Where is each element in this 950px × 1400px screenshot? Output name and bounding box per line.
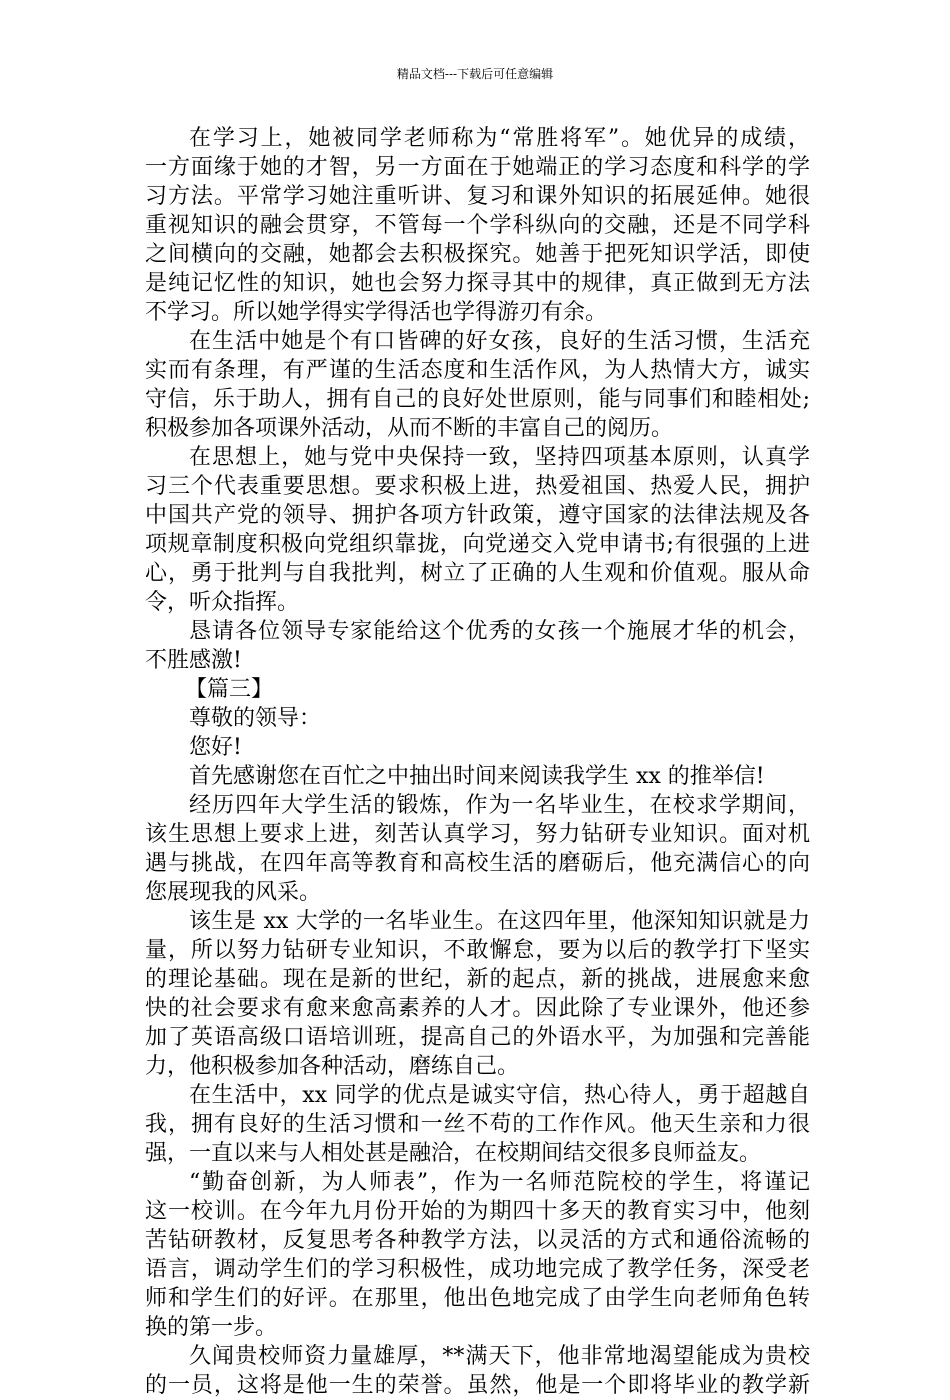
paragraph-line: 恳请各位领导专家能给这个优秀的女孩一个施展才华的机会， — [189, 619, 810, 644]
paragraph-line: 经历四年大学生活的锻炼，作为一名毕业生，在校求学期间， — [189, 793, 810, 818]
paragraph-line: 不学习。所以她学得实学得活也学得游刃有余。 — [145, 300, 608, 325]
paragraph — [145, 762, 810, 791]
paragraph-line: 一方面缘于她的才智，另一方面在于她端正的学习态度和科学的学 — [145, 155, 810, 180]
paragraph-line: 加了英语高级口语培训班，提高自己的外语水平，为加强和完善能 — [145, 1025, 810, 1050]
paragraph-line: 的理论基础。现在是新的世纪，新的起点，新的挑战，进展愈来愈 — [145, 967, 810, 992]
paragraph-line: 语言，调动学生们的学习积极性，成功地完成了教学任务，深受老 — [145, 1257, 810, 1282]
section-heading: 【篇三】 — [185, 677, 274, 702]
paragraph-line: 量，所以努力钻研专业知识，不敢懈怠，要为以后的教学打下坚实 — [145, 938, 810, 963]
paragraph-line: 积极参加各项课外活动，从而不断的丰富自己的阅历。 — [145, 416, 674, 441]
paragraph-line: 快的社会要求有愈来愈高素养的人才。因此除了专业课外，他还参 — [145, 996, 810, 1021]
paragraph-line: 力，他积极参加各种活动，磨练自己。 — [145, 1054, 520, 1079]
paragraph-line: 实而有条理，有严谨的生活态度和生活作风，为人热情大方，诚实 — [145, 358, 810, 383]
document-body — [145, 124, 810, 1400]
paragraph-line: 在思想上，她与党中央保持一致，坚持四项基本原则，认真学 — [189, 445, 810, 470]
paragraph-line: 在生活中她是个有口皆碑的好女孩，良好的生活习惯，生活充 — [189, 329, 810, 354]
paragraph — [145, 1168, 810, 1342]
paragraph-line: 苦钻研教材，反复思考各种教学方法，以灵活的方式和通俗流畅的 — [145, 1228, 810, 1253]
paragraph-line: 您展现我的风采。 — [145, 880, 322, 905]
paragraph-line: 该生思想上要求上进，刻苦认真学习，努力钻研专业知识。面对机 — [145, 822, 810, 847]
paragraph — [145, 907, 810, 1081]
paragraph-line: 的一员，这将是他一生的荣誉。虽然，他是一个即将毕业的教学新 — [145, 1373, 810, 1398]
paragraph-line: 令，听众指挥。 — [145, 590, 300, 615]
paragraph-line: 习三个代表重要思想。要求积极上进，热爱祖国、热爱人民，拥护 — [145, 474, 810, 499]
paragraph-line: 遇与挑战，在四年高等教育和高校生活的磨砺后，他充满信心的向 — [145, 851, 810, 876]
paragraph-line: 在学习上，她被同学老师称为“常胜将军”。她优异的成绩， — [189, 126, 810, 151]
paragraph-line: 该生是 xx 大学的一名毕业生。在这四年里，他深知知识就是力 — [189, 909, 810, 934]
page-header: 精品文档---下载后可任意编辑 — [396, 67, 554, 81]
paragraph-line: 习方法。平常学习她注重听讲、复习和课外知识的拓展延伸。她很 — [145, 184, 810, 209]
paragraph-line: 师和学生们的好评。在那里，他出色地完成了由学生向老师角色转 — [145, 1286, 810, 1311]
paragraph — [145, 1342, 810, 1400]
paragraph-line: 换的第一步。 — [145, 1315, 278, 1340]
paragraph — [145, 327, 810, 443]
paragraph — [145, 704, 810, 733]
paragraph — [145, 733, 810, 762]
paragraph-line: 您好! — [189, 735, 242, 760]
paragraph — [145, 124, 810, 327]
paragraph-line: 强，一直以来与人相处甚是融洽，在校期间结交很多良师益友。 — [145, 1141, 762, 1166]
paragraph-line: “勤奋创新，为人师表”，作为一名师范院校的学生，将谨记 — [189, 1170, 810, 1195]
paragraph-line: 久闻贵校师资力量雄厚，**满天下，他非常地渴望能成为贵校 — [189, 1344, 810, 1369]
paragraph-line: 首先感谢您在百忙之中抽出时间来阅读我学生 xx 的推举信! — [189, 764, 765, 789]
paragraph-line: 中国共产党的领导、拥护各项方针政策，遵守国家的法律法规及各 — [145, 503, 810, 528]
paragraph-line: 心，勇于批判与自我批判，树立了正确的人生观和价值观。服从命 — [145, 561, 810, 586]
paragraph-line: 守信，乐于助人，拥有自己的良好处世原则，能与同事们和睦相处; — [145, 387, 810, 412]
paragraph — [145, 617, 810, 675]
paragraph-line: 在生活中，xx 同学的优点是诚实守信，热心待人，勇于超越自 — [189, 1083, 810, 1108]
paragraph-line: 尊敬的领导： — [189, 706, 322, 731]
paragraph-line: 之间横向的交融，她都会去积极探究。她善于把死知识学活，即使 — [145, 242, 810, 267]
paragraph — [145, 443, 810, 617]
paragraph-line: 不胜感激! — [145, 648, 242, 673]
paragraph-line: 是纯记忆性的知识，她也会努力探寻其中的规律，真正做到无方法 — [145, 271, 810, 296]
paragraph-line: 项规章制度积极向党组织靠拢，向党递交入党申请书;有很强的上进 — [145, 532, 810, 557]
paragraph-line: 重视知识的融会贯穿，不管每一个学科纵向的交融，还是不同学科 — [145, 213, 810, 238]
paragraph-line: 我，拥有良好的生活习惯和一丝不苟的工作作风。他天生亲和力很 — [145, 1112, 810, 1137]
section-heading-block — [145, 675, 810, 704]
paragraph — [145, 1081, 810, 1168]
paragraph — [145, 791, 810, 907]
paragraph-line: 这一校训。在今年九月份开始的为期四十多天的教育实习中，他刻 — [145, 1199, 810, 1224]
